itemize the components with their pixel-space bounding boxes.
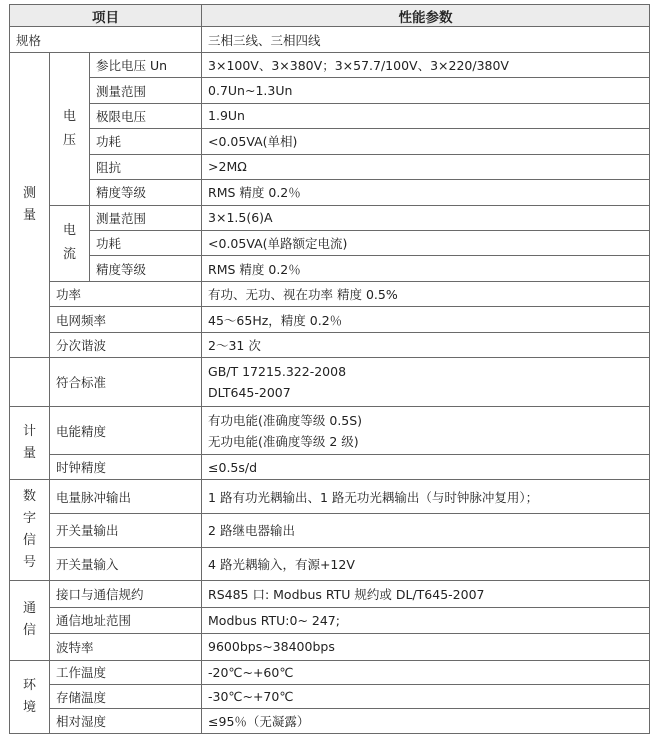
digital-param-value: 2 路继电器输出 <box>202 514 650 548</box>
env-param-value: -20℃~+60℃ <box>202 660 650 684</box>
comm-param-value: Modbus RTU:0~ 247; <box>202 607 650 633</box>
env-param-name: 相对湿度 <box>50 709 202 734</box>
comm-category: 通信 <box>10 581 50 660</box>
table-row <box>10 480 650 514</box>
spec-label: 规格 <box>10 27 202 52</box>
measure-param-value: 45～65Hz，精度 0.2％ <box>202 307 650 332</box>
table-row <box>10 52 650 77</box>
table-row <box>10 205 650 230</box>
env-param-value: ≤95％（无凝露） <box>202 709 650 734</box>
voltage-param-value: 1.9Un <box>202 103 650 128</box>
table-row <box>10 685 650 709</box>
table-row <box>10 78 650 103</box>
table-row <box>10 307 650 332</box>
table-row <box>10 407 650 455</box>
voltage-param-value: RMS 精度 0.2％ <box>202 180 650 205</box>
voltage-param-name: 阻抗 <box>90 154 202 179</box>
table-row <box>10 607 650 633</box>
comm-param-name: 波特率 <box>50 634 202 660</box>
table-row <box>10 358 650 407</box>
metering-param-name: 电能精度 <box>50 407 202 455</box>
voltage-param-name: 测量范围 <box>90 78 202 103</box>
measure-param-value: 有功、无功、视在功率 精度 0.5% <box>202 281 650 306</box>
voltage-param-name: 极限电压 <box>90 103 202 128</box>
header-row <box>10 5 650 27</box>
digital-param-value: 1 路有功光耦输出、1 路无功光耦输出（与时钟脉冲复用）； <box>202 480 650 514</box>
digital-category: 数字信号 <box>10 480 50 581</box>
current-param-name: 功耗 <box>90 231 202 256</box>
table-row <box>10 180 650 205</box>
metering-param-value: ≤0.5s/d <box>202 454 650 479</box>
measure-param-name: 电网频率 <box>50 307 202 332</box>
metering-category: 计量 <box>10 407 50 480</box>
energy-line: 无功电能(准确度等级 2 级) <box>208 433 359 449</box>
voltage-param-name: 精度等级 <box>90 180 202 205</box>
current-param-value: <0.05VA(单路额定电流) <box>202 231 650 256</box>
comm-param-value: RS485 口: Modbus RTU 规约或 DL/T645-2007 <box>202 581 650 607</box>
table-row <box>10 660 650 684</box>
comm-param-name: 通信地址范围 <box>50 607 202 633</box>
env-param-name: 存储温度 <box>50 685 202 709</box>
table-row <box>10 281 650 306</box>
env-param-name: 工作温度 <box>50 660 202 684</box>
current-param-value: 3×1.5(6)A <box>202 205 650 230</box>
current-param-name: 精度等级 <box>90 256 202 281</box>
current-param-value: RMS 精度 0.2％ <box>202 256 650 281</box>
table-row <box>10 332 650 357</box>
voltage-param-value: 3×100V、3×380V；3×57.7/100V、3×220/380V <box>202 52 650 77</box>
env-category: 环境 <box>10 660 50 733</box>
measure-category: 测量 <box>10 52 50 357</box>
table-row <box>10 129 650 154</box>
spec-value: 三相三线、三相四线 <box>202 27 650 52</box>
standard-value <box>202 358 650 407</box>
standard-line: GB/T 17215.322-2008 <box>208 364 347 380</box>
table-row <box>10 256 650 281</box>
measure-param-name: 功率 <box>50 281 202 306</box>
energy-line: 有功电能(准确度等级 0.5S) <box>208 412 363 428</box>
digital-param-name: 开关量输出 <box>50 514 202 548</box>
table-row <box>10 27 650 52</box>
table-row <box>10 514 650 548</box>
voltage-subcategory: 电压 <box>50 52 90 205</box>
blank-cell <box>10 358 50 407</box>
header-item: 项目 <box>10 5 202 27</box>
table-row <box>10 709 650 734</box>
table-row <box>10 454 650 479</box>
table-row <box>10 581 650 607</box>
env-param-value: -30℃~+70℃ <box>202 685 650 709</box>
digital-param-name: 电量脉冲输出 <box>50 480 202 514</box>
table-row <box>10 231 650 256</box>
voltage-param-value: 0.7Un~1.3Un <box>202 78 650 103</box>
table-row <box>10 634 650 660</box>
metering-param-name: 时钟精度 <box>50 454 202 479</box>
table-row <box>10 103 650 128</box>
comm-param-name: 接口与通信规约 <box>50 581 202 607</box>
measure-param-value: 2～31 次 <box>202 332 650 357</box>
current-param-name: 测量范围 <box>90 205 202 230</box>
voltage-param-name: 功耗 <box>90 129 202 154</box>
measure-param-name: 分次谐波 <box>50 332 202 357</box>
spec-table <box>9 4 650 734</box>
voltage-param-value: <0.05VA(单相) <box>202 129 650 154</box>
standard-label: 符合标准 <box>50 358 202 407</box>
digital-param-value: 4 路光耦输入，有源+12V <box>202 547 650 581</box>
table-row <box>10 154 650 179</box>
digital-param-name: 开关量输入 <box>50 547 202 581</box>
header-perf: 性能参数 <box>202 5 650 27</box>
metering-param-value <box>202 407 650 455</box>
voltage-param-value: >2MΩ <box>202 154 650 179</box>
comm-param-value: 9600bps~38400bps <box>202 634 650 660</box>
table-row <box>10 547 650 581</box>
voltage-param-name: 参比电压 Un <box>90 52 202 77</box>
standard-line: DLT645-2007 <box>208 385 291 401</box>
current-subcategory: 电流 <box>50 205 90 281</box>
